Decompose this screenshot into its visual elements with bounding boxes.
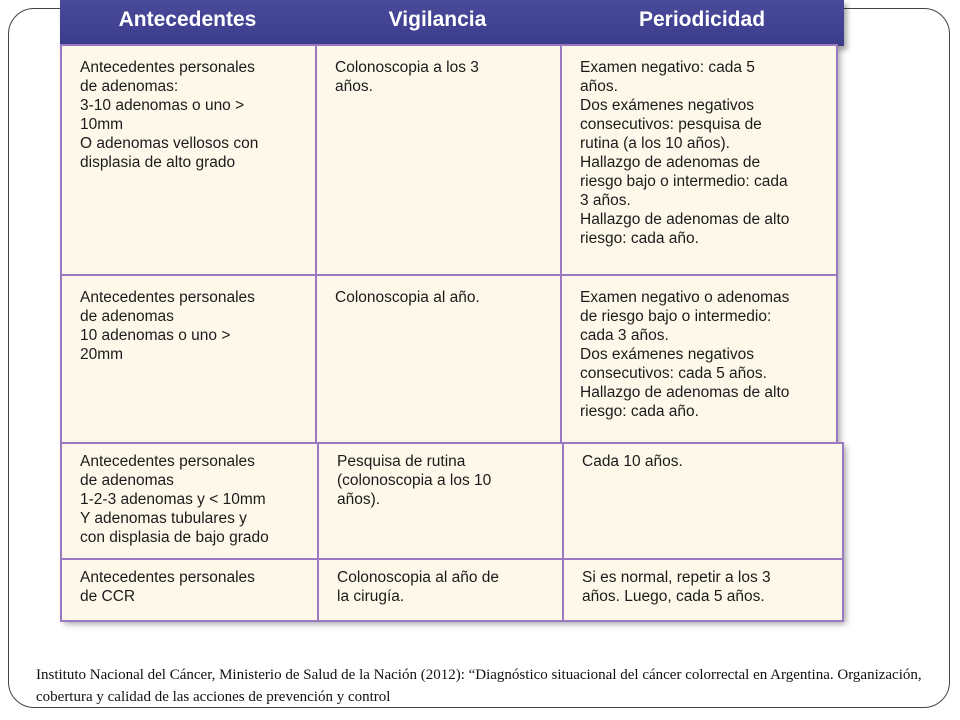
table-panel-bottom (60, 442, 842, 620)
cell-antecedentes: Antecedentes personales de adenomas 1-2-3 adenomas y < 10mm Y adenomas tubulares y con displasia de bajo grado (61, 443, 318, 559)
cell-vigilancia: Pesquisa de rutina (colonoscopia a los 10 años). (318, 443, 563, 559)
surveillance-table-top (60, 44, 838, 444)
header-vigilancia: Vigilancia (388, 8, 487, 31)
cell-periodicidad: Cada 10 años. (563, 443, 843, 559)
cell-vigilancia: Colonoscopia al año de la cirugía. (318, 559, 563, 621)
table-header (60, 0, 844, 46)
table-row (61, 45, 837, 275)
source-citation: Instituto Nacional del Cáncer, Ministerio de Salud de la Nación (2012): “Diagnóstico situacional del cáncer colorrectal en Argentina. Organización, cobertura y calidad de las acciones de prevención y control (36, 667, 922, 705)
cell-antecedentes: Antecedentes personales de adenomas: 3-10 adenomas o uno > 10mm O adenomas vellosos con displasia de alto grado (61, 45, 316, 275)
cell-periodicidad: Examen negativo o adenomas de riesgo bajo o intermedio: cada 3 años. Dos exámenes negativos consecutivos: cada 5 años. Hallazgo de adenomas de alto riesgo: cada año. (561, 275, 837, 443)
table-panel-top (60, 44, 836, 442)
cell-vigilancia: Colonoscopia al año. (316, 275, 561, 443)
table-row (61, 559, 843, 621)
cell-periodicidad: Examen negativo: cada 5 años. Dos exámenes negativos consecutivos: pesquisa de rutina (a los 10 años). Hallazgo de adenomas de riesgo bajo o intermedio: cada 3 años. Hallazgo de adenomas de alto riesgo: cada año. (561, 45, 837, 275)
cell-antecedentes: Antecedentes personales de adenomas 10 adenomas o uno > 20mm (61, 275, 316, 443)
header-antecedentes: Antecedentes (118, 8, 257, 31)
header-periodicidad: Periodicidad (638, 8, 766, 31)
cell-antecedentes: Antecedentes personales de CCR (61, 559, 318, 621)
cell-periodicidad: Si es normal, repetir a los 3 años. Luego, cada 5 años. (563, 559, 843, 621)
cell-vigilancia: Colonoscopia a los 3 años. (316, 45, 561, 275)
table-row (61, 443, 843, 559)
table-row (61, 275, 837, 443)
surveillance-table-bottom (60, 442, 844, 622)
